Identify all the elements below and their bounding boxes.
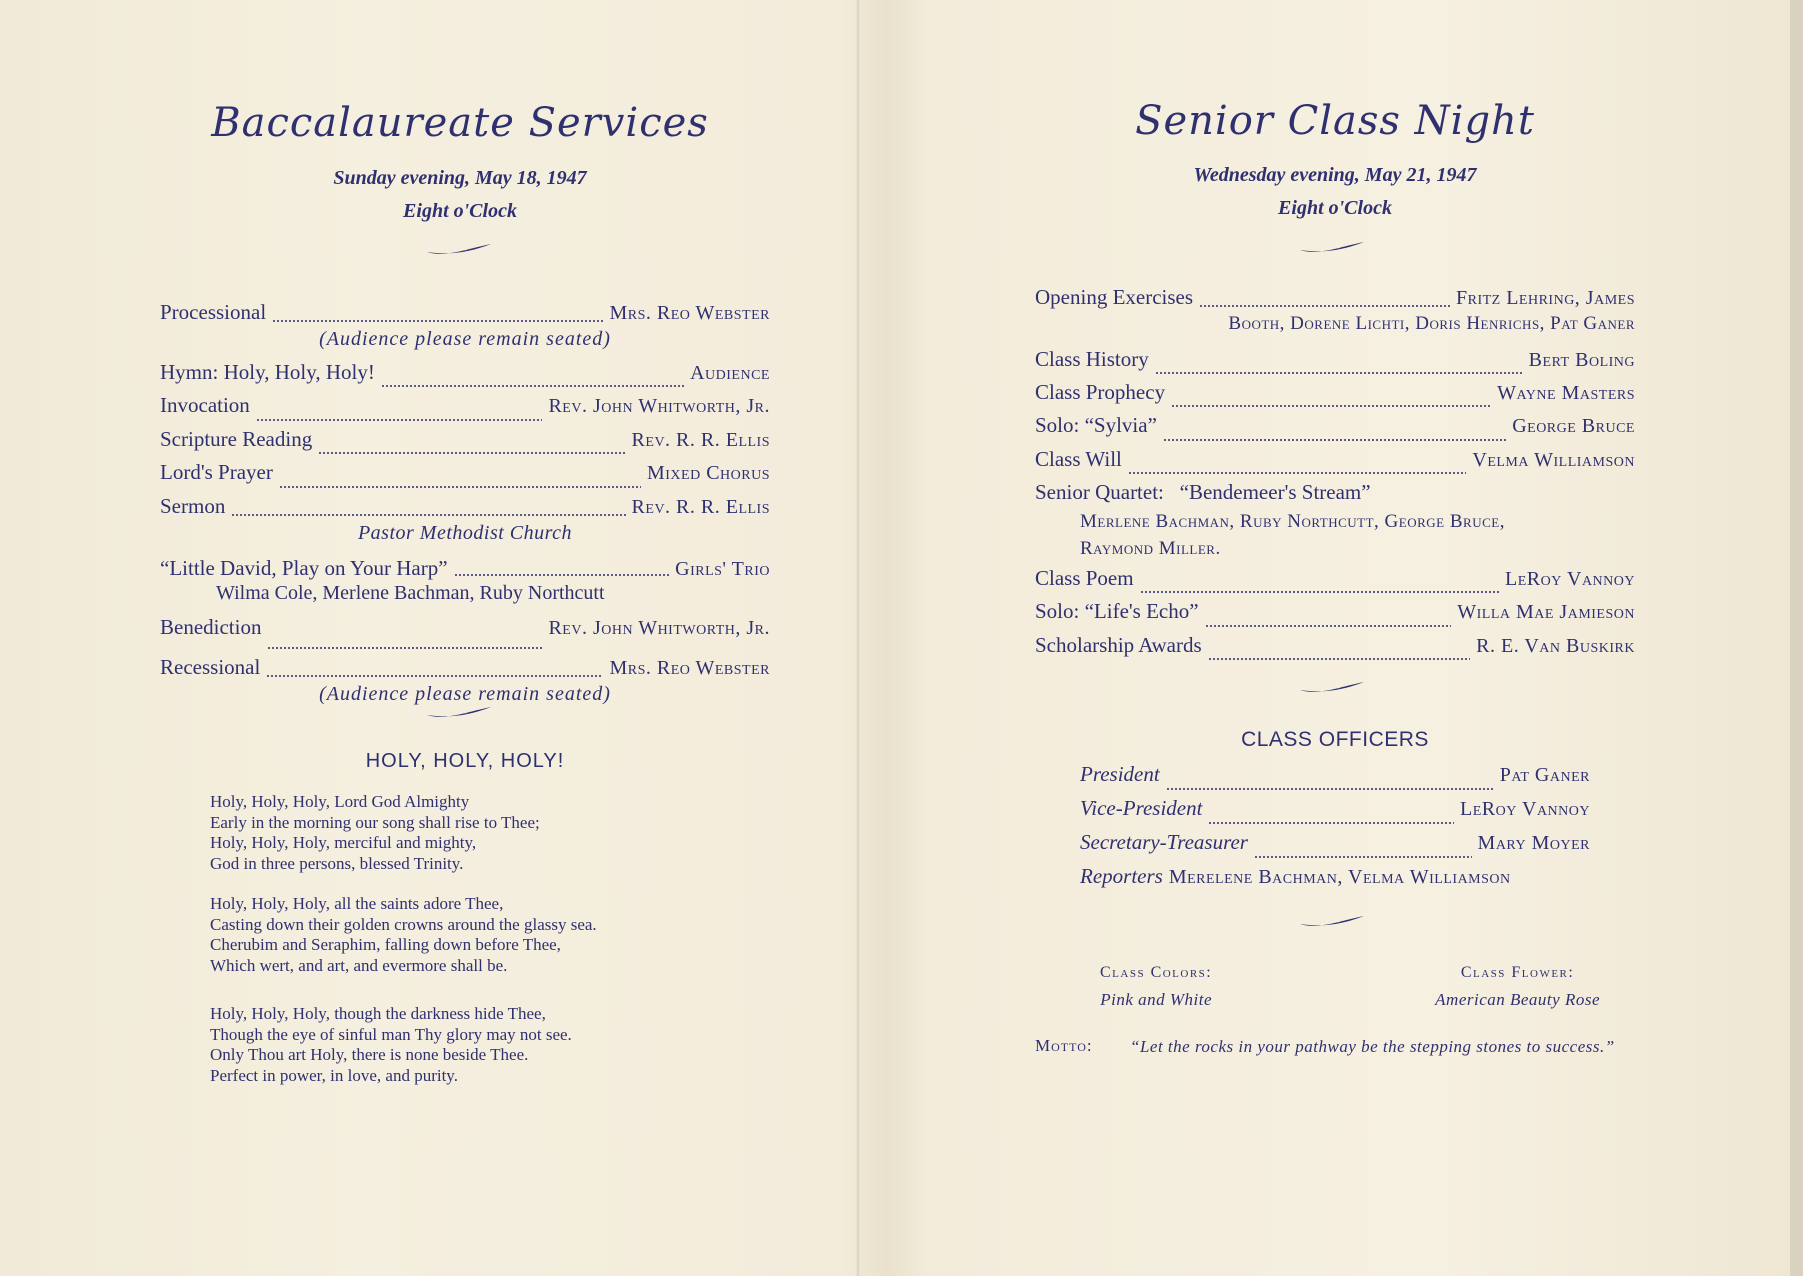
quill-flourish-icon [1298, 912, 1368, 930]
program-row-recessional: Recessional Mrs. Reo Webster [160, 655, 770, 679]
class-colors: Class Colors: Pink and White [1100, 964, 1213, 1009]
quartet-members: Merlene Bachman, Ruby Northcutt, George Bruce, [1080, 511, 1505, 532]
opening-exercises-cont: Booth, Dorene Lichti, Doris Henrichs, Pat Ganer [1228, 313, 1635, 334]
program-row-class-prophecy: Class Prophecy Wayne Masters [1035, 380, 1635, 413]
program-row-class-will: Class Will Velma Williamson [1035, 447, 1635, 480]
program-row-invocation: Invocation Rev. John Whitworth, Jr. [160, 393, 770, 427]
senior-class-night-page [1030, 0, 1640, 1276]
hymn-lyrics [150, 792, 770, 1086]
program-row-opening-exercises: Opening Exercises Fritz Lehring, James [1035, 285, 1635, 309]
senior-class-night-title: Senior Class Night [1135, 98, 1535, 144]
baccalaureate-page [150, 0, 770, 1276]
class-motto: Motto: “Let the rocks in your pathway be the stepping stones to success.” [1035, 1036, 1615, 1056]
program-row-class-poem: Class Poem LeRoy Vannoy [1035, 566, 1635, 599]
quartet-members-cont: Raymond Miller. [1080, 538, 1221, 559]
program-row-class-history: Class History Bert Boling [1035, 347, 1635, 380]
class-officers-title: CLASS OFFICERS [1241, 728, 1429, 751]
sermon-note: Pastor Methodist Church [357, 522, 573, 544]
program-row-hymn: Hymn: Holy, Holy, Holy! Audience [160, 360, 770, 393]
baccalaureate-title: Baccalaureate Services [211, 100, 709, 146]
recessional-note: (Audience please remain seated) [319, 683, 611, 705]
class-colors-flower [1030, 964, 1640, 1010]
class-officers-list [1080, 762, 1590, 898]
officer-row-vice-president: Vice-President LeRoy Vannoy [1080, 796, 1590, 830]
senior-night-date: Wednesday evening, May 21, 1947 [1193, 164, 1477, 186]
program-row-processional: Processional Mrs. Reo Webster [160, 300, 770, 324]
officer-row-secretary-treasurer: Secretary-Treasurer Mary Moyer [1080, 830, 1590, 864]
quill-flourish-icon [425, 240, 495, 258]
senior-night-time: Eight o'Clock [1278, 197, 1392, 219]
program-row-solo-lifes-echo: Solo: “Life's Echo” Willa Mae Jamieson [1035, 599, 1635, 633]
program-row-scholarship-awards: Scholarship Awards R. E. Van Buskirk [1035, 633, 1635, 666]
program-row-benediction: Benediction Rev. John Whitworth, Jr. [160, 615, 770, 655]
baccalaureate-program [160, 300, 770, 705]
program-row-senior-quartet: Senior Quartet: “Bendemeer's Stream” [1035, 480, 1371, 504]
program-row-scripture: Scripture Reading Rev. R. R. Ellis [160, 427, 770, 460]
hymn-verse-2: Holy, Holy, Holy, all the saints adore Thee, Casting down their golden crowns around the glassy sea. Cherubim and Seraphim, falling down before Thee, Which wert, and art, and evermore shall be. [210, 894, 597, 975]
officer-row-reporters: Reporters Merelene Bachman, Velma Williamson [1080, 864, 1511, 888]
hymn-title: HOLY, HOLY, HOLY! [365, 750, 565, 772]
program-row-solo-sylvia: Solo: “Sylvia” George Bruce [1035, 413, 1635, 447]
program-row-lords-prayer: Lord's Prayer Mixed Chorus [160, 460, 770, 494]
class-flower: Class Flower: American Beauty Rose [1435, 964, 1600, 1009]
program-row-little-david: “Little David, Play on Your Harp” Girls' Trio [160, 556, 770, 580]
hymn-verse-3: Holy, Holy, Holy, though the darkness hide Thee, Though the eye of sinful man Thy glory may not see. Only Thou art Holy, there is none beside Thee. Perfect in power, in love, and purity. [210, 1004, 572, 1085]
quill-flourish-icon [1298, 678, 1368, 696]
quill-flourish-icon [425, 703, 495, 721]
baccalaureate-date: Sunday evening, May 18, 1947 [333, 167, 587, 189]
quill-flourish-icon [1298, 238, 1368, 256]
baccalaureate-time: Eight o'Clock [403, 200, 517, 222]
senior-night-program [1035, 285, 1635, 666]
hymn-verse-1: Holy, Holy, Holy, Lord God Almighty Early in the morning our song shall rise to Thee; Holy, Holy, Holy, merciful and mighty, God in three persons, blessed Trinity. [210, 792, 540, 873]
officer-row-president: President Pat Ganer [1080, 762, 1590, 796]
center-fold [856, 0, 860, 1276]
trio-members: Wilma Cole, Merlene Bachman, Ruby Northcutt [216, 582, 605, 604]
program-row-sermon: Sermon Rev. R. R. Ellis [160, 494, 770, 518]
processional-note: (Audience please remain seated) [319, 328, 611, 350]
